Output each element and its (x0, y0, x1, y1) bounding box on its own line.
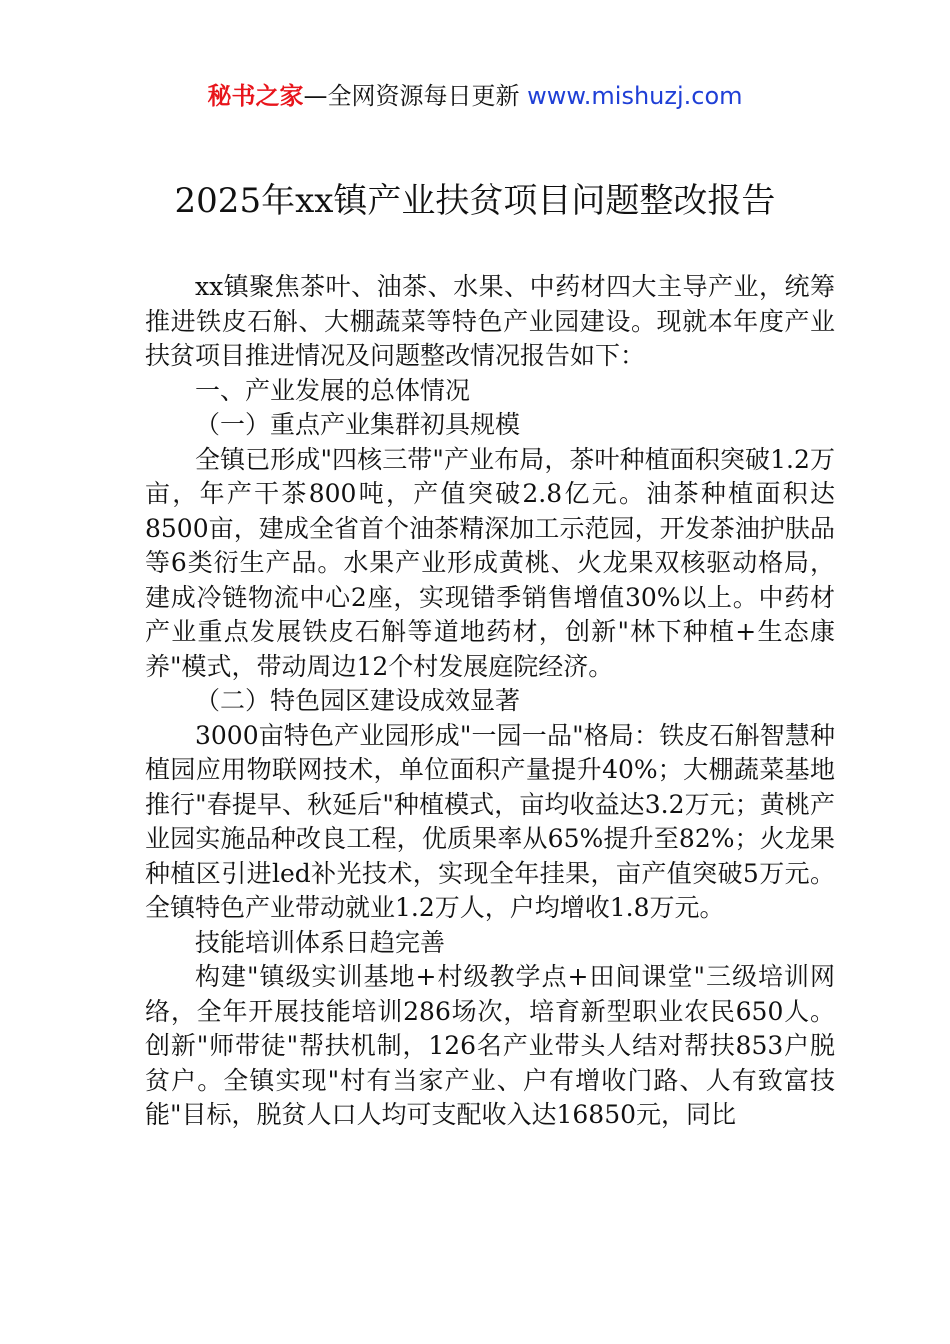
subsection-heading: （二）特色园区建设成效显著 (195, 686, 521, 715)
document-title: 2025年xx镇产业扶贫项目问题整改报告 (174, 181, 776, 221)
document-body (145, 270, 835, 1133)
paragraph: 全镇已形成"四核三带"产业布局，茶叶种植面积突破1.2万亩，年产干茶800吨，产值突破2.8亿元。油茶种植面积达8500亩，建成全省首个油茶精深加工示范园，开发茶油护肤品等6类衍生产品。水果产业形成黄桃、火龙果双核驱动格局，建成冷链物流中心2座，实现错季销售增值30%以上。中药材产业重点发展铁皮石斛等道地药材，创新"林下种植+生态康养"模式，带动周边12个村发展庭院经济。 (145, 444, 835, 681)
paragraph: 3000亩特色产业园形成"一园一品"格局：铁皮石斛智慧种植园应用物联网技术，单位面积产量提升40%；大棚蔬菜基地推行"春提早、秋延后"种植模式，亩均收益达3.2万元；黄桃产业园实施品种改良工程，优质果率从65%提升至82%；火龙果种植区引进led补光技术，实现全年挂果，亩产值突破5万元。全镇特色产业带动就业1.2万人，户均增收1.8万元。 (145, 720, 835, 922)
paragraph: 构建"镇级实训基地+村级教学点+田间课堂"三级培训网络，全年开展技能培训286场次，培育新型职业农民650人。创新"师带徒"帮扶机制，126名产业带头人结对帮扶853户脱贫户。全镇实现"村有当家产业、户有增收门路、人有致富技能"目标，脱贫人口人均可支配收入达16850元，同比 (145, 962, 835, 1129)
site-brand: 秘书之家 (207, 82, 304, 110)
subsection-heading: 技能培训体系日趋完善 (195, 927, 446, 957)
site-header (0, 80, 950, 112)
section-heading: 一、产业发展的总体情况 (195, 375, 471, 405)
site-url-link[interactable]: www.mishuzj.com (527, 82, 743, 110)
paragraph-intro: xx镇聚焦茶叶、油茶、水果、中药材四大主导产业，统筹推进铁皮石斛、大棚蔬菜等特色产业园建设。现就本年度产业扶贫项目推进情况及问题整改情况报告如下： (145, 272, 835, 370)
subsection-heading: （一）重点产业集群初具规模 (195, 410, 521, 439)
site-slogan: —全网资源每日更新 (303, 82, 528, 110)
